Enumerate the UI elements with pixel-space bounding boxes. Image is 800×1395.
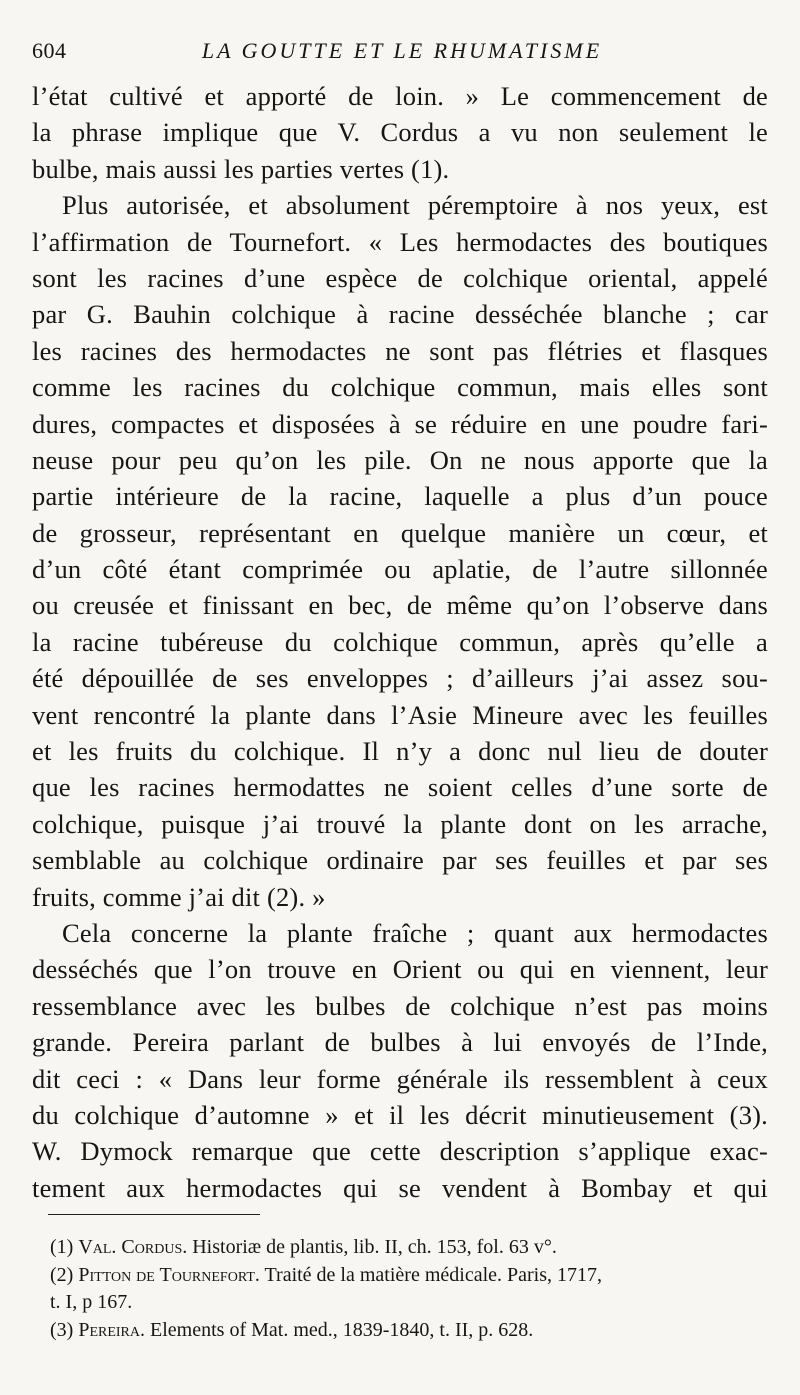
body-text bbox=[32, 78, 768, 1206]
footnote-text: . Traité de la matière médicale. Paris, 1717, bbox=[254, 1263, 603, 1286]
text-line: ou creusée et finissant en bec, de même qu’on l’observe dans bbox=[32, 590, 768, 621]
footnotes bbox=[50, 1234, 770, 1344]
footnote-number: (2) bbox=[50, 1263, 74, 1286]
text-line: semblable au colchique ordinaire par ses feuilles et par ses bbox=[32, 845, 768, 876]
text-line: vent rencontré la plante dans l’Asie Mineure avec les feuilles bbox=[32, 699, 768, 730]
text-line: comme les racines du colchique commun, mais elles sont bbox=[32, 372, 768, 403]
text-line: dures, compactes et disposées à se réduire en une poudre fari- bbox=[32, 408, 768, 439]
text-line: grande. Pereira parlant de bulbes à lui envoyés de l’Inde, bbox=[32, 1027, 768, 1058]
text-line: l’état cultivé et apporté de loin. » Le commencement de bbox=[32, 81, 768, 111]
text-line: fruits, comme j’ai dit (2). » bbox=[32, 881, 326, 912]
text-line: neuse pour peu qu’on les pile. On ne nous apporte que la bbox=[32, 444, 768, 475]
text-line: que les racines hermodattes ne soient celles d’une sorte de bbox=[32, 772, 768, 803]
text-line: colchique, puisque j’ai trouvé la plante dont on les arrache, bbox=[32, 808, 768, 839]
text-line: desséchés que l’on trouve en Orient ou qui en viennent, leur bbox=[32, 954, 768, 985]
footnote-3 bbox=[50, 1317, 770, 1345]
text-line: été dépouillée de ses enveloppes ; d’ailleurs j’ai assez sou- bbox=[32, 663, 768, 694]
text-line: sont les racines d’une espèce de colchique oriental, appelé bbox=[32, 262, 768, 293]
text-line: et les fruits du colchique. Il n’y a donc nul lieu de douter bbox=[32, 736, 768, 767]
footnote-divider bbox=[48, 1214, 260, 1215]
text-line: tement aux hermodactes qui se vendent à Bombay et qui bbox=[32, 1172, 768, 1203]
footnote-text: . Elements of Mat. med., 1839-1840, t. II, p. 628. bbox=[140, 1318, 534, 1341]
footnote-author: Val. Cordus bbox=[78, 1236, 183, 1258]
footnote-2 bbox=[50, 1262, 770, 1290]
text-line: la phrase implique que V. Cordus a vu non seulement le bbox=[32, 117, 768, 148]
text-line: du colchique d’automne » et il les décrit minutieusement (3). bbox=[32, 1099, 768, 1130]
page-header bbox=[32, 38, 772, 72]
text-line: l’affirmation de Tournefort. « Les hermodactes des boutiques bbox=[32, 226, 768, 257]
text-line: dit ceci : « Dans leur forme générale ils ressemblent à ceux bbox=[32, 1063, 768, 1094]
text-line: d’un côté étant comprimée ou aplatie, de l’autre sillonnée bbox=[32, 554, 768, 585]
text-line: bulbe, mais aussi les parties vertes (1). bbox=[32, 153, 450, 184]
text-line: par G. Bauhin colchique à racine desséchée blanche ; car bbox=[32, 299, 768, 330]
paragraph-start-line: Cela concerne la plante fraîche ; quant aux hermodactes bbox=[62, 917, 768, 948]
footnote-2-continuation: t. I, p 167. bbox=[50, 1291, 133, 1313]
text-line: partie intérieure de la racine, laquelle a plus d’un pouce bbox=[32, 481, 768, 512]
text-line: la racine tubéreuse du colchique commun, après qu’elle a bbox=[32, 626, 768, 657]
running-title: LA GOUTTE ET LE RHUMATISME bbox=[201, 38, 603, 63]
page-number: 604 bbox=[32, 38, 67, 63]
paragraph-start-line: Plus autorisée, et absolument péremptoire à nos yeux, est bbox=[62, 190, 768, 221]
text-line: W. Dymock remarque que cette description s’applique exac- bbox=[32, 1136, 768, 1167]
footnote-author: Pereira bbox=[78, 1318, 141, 1341]
footnote-number: (3) bbox=[50, 1318, 74, 1341]
footnote-number: (1) bbox=[50, 1236, 74, 1258]
text-line: de grosseur, représentant en quelque manière un cœur, et bbox=[32, 517, 768, 548]
text-line: les racines des hermodactes ne sont pas flétries et flasques bbox=[32, 335, 768, 366]
footnote-author: Pitton de Tournefort bbox=[78, 1263, 255, 1286]
footnote-1 bbox=[50, 1234, 770, 1262]
footnote-text: . Historiæ de plantis, lib. II, ch. 153, fol. 63 v°. bbox=[182, 1236, 557, 1258]
text-line: ressemblance avec les bulbes de colchique n’est pas moins bbox=[32, 990, 768, 1021]
